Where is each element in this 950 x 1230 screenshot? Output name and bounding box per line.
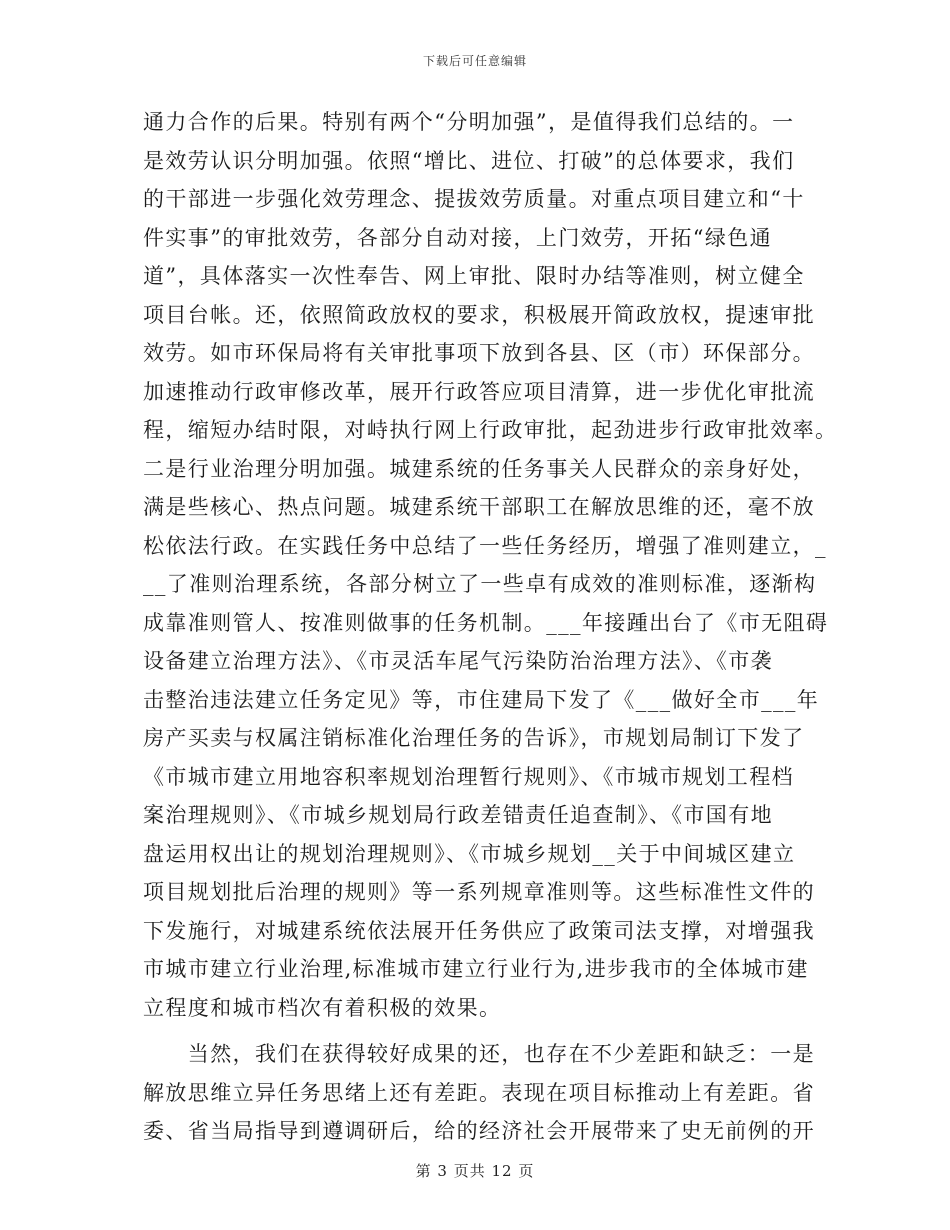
text-line: 效劳。如市环保局将有关审批事项下放到各县、区（市）环保部分。 — [143, 341, 815, 365]
text-line: 《市城市建立用地容积率规划治理暂行规则》、《市城市规划工程档 — [143, 764, 794, 789]
page-number: 第 3 页共 12 页 — [415, 1162, 535, 1180]
text-line: __了准则治理系统，各部分树立了一些卓有成效的准则标准，逐渐构 — [143, 572, 817, 596]
text-line: 委、省当局指导到遵调研后，给的经济社会开展带来了史无前例的开 — [143, 1119, 815, 1143]
text-line: 击整治违法建立任务定见》等，市住建局下发了《___做好全市___年 — [143, 687, 820, 712]
text-line: 加速推动行政审修改革，展开行政答应项目清算，进一步优化审批流 — [143, 379, 815, 404]
text-line: 房产买卖与权属注销标准化治理任务的告诉》，市规划局制订下发了 — [143, 726, 805, 750]
text-line: 二是行业治理分明加强。城建系统的任务事关人民群众的亲身好处， — [143, 456, 815, 481]
text-line: 盘运用权出让的规划治理规则》、《市城乡规划__关于中间城区建立 — [143, 841, 796, 866]
text-line: 解放思维立异任务思绪上还有差距。表现在项目标推动上有差距。省 — [143, 1080, 815, 1105]
text-line: 设备建立治理方法》、《市灵活车尾气污染防治治理方法》、《市袭 — [143, 649, 773, 673]
page-header: 下载后可任意编辑 — [422, 54, 527, 68]
text-line: 满是些核心、热点问题。城建系统干部职工在解放思维的还，毫不放 — [143, 495, 815, 519]
text-line: 项目规划批后治理的规则》等一系列规章准则等。这些标准性文件的 — [143, 880, 815, 904]
text-line: 立程度和城市档次有着积极的效果。 — [143, 995, 502, 1020]
text-line: 是效劳认识分明加强。依照“增比、进位、打破”的总体要求，我们 — [143, 148, 795, 173]
document-body — [143, 103, 838, 1151]
text-line: 程，缩短办结时限，对峙执行网上行政审批，起劲进步行政审批效率。 — [143, 418, 838, 442]
text-line: 松依法行政。在实践任务中总结了一些任务经历，增强了准则建立，_ — [143, 533, 827, 558]
text-line: 件实事”的审批效劳，各部分自动对接，上门效劳，开拓“绿色通 — [143, 225, 773, 250]
text-line: 下发施行，对城建系统依法展开任务供应了政策司法支撑，对增强我 — [143, 918, 815, 943]
text-line: 成靠准则管人、按准则做事的任务机制。___年接踵出台了《市无阻碍 — [143, 610, 829, 635]
text-line: 道”，具体落实一次性奉告、网上审批、限时办结等准则，树立健全 — [143, 264, 805, 288]
text-line: 项目台帐。还，依照简政放权的要求，积极展开简政放权，提速审批 — [143, 302, 815, 327]
paragraph-start-line: 当然，我们在获得较好成果的还，也存在不少差距和缺乏：一是 — [143, 1042, 815, 1066]
text-line: 通力合作的后果。特别有两个“分明加强”，是值得我们总结的。一 — [143, 110, 795, 134]
text-line: 案治理规则》、《市城乡规划局行政差错责任追查制》、《市国有地 — [143, 803, 773, 827]
text-line: 市城市建立行业治理,标准城市建立行业行为,进步我市的全体城市建 — [143, 957, 809, 981]
text-line: 的干部进一步强化效劳理念、提拔效劳质量。对重点项目建立和“十 — [143, 187, 805, 211]
